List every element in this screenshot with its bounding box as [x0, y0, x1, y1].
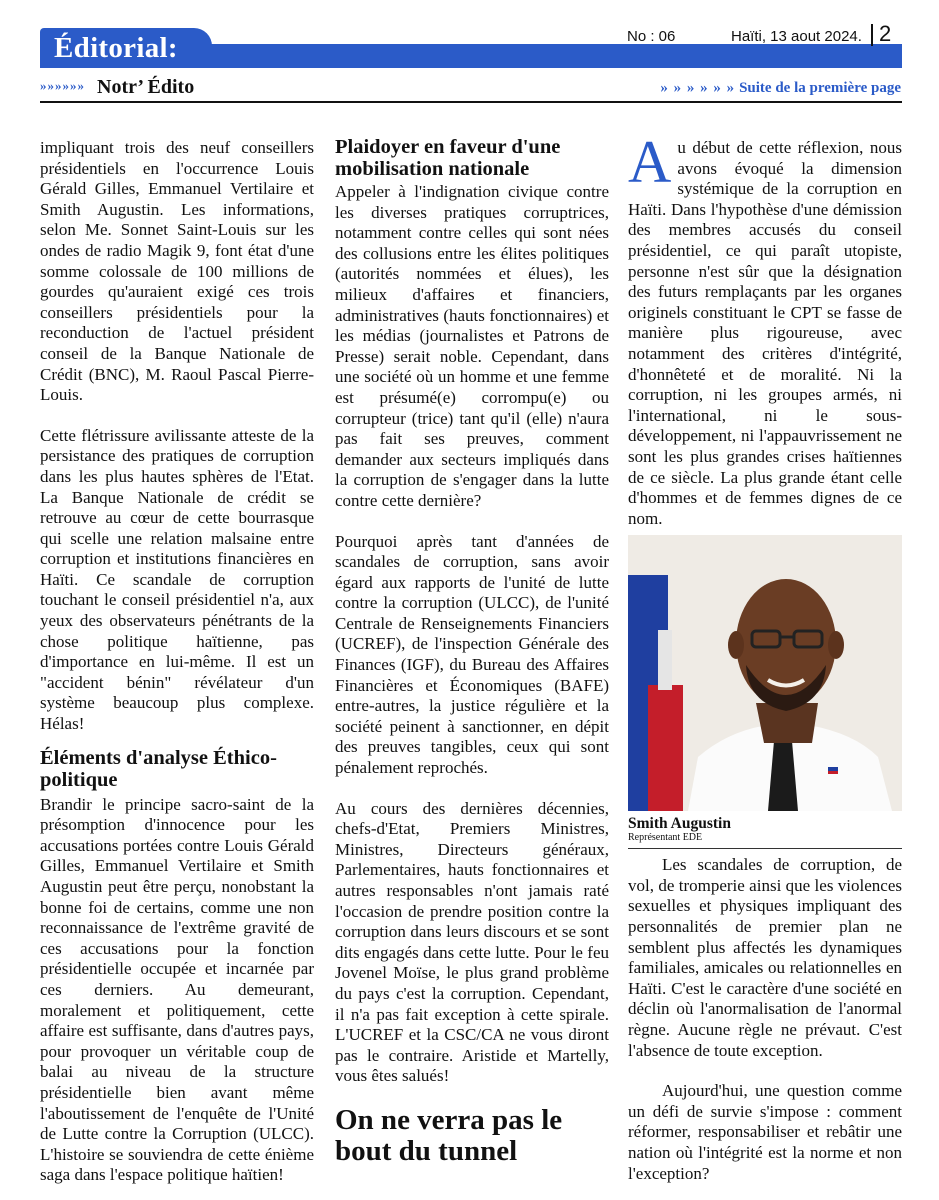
section-tab [40, 28, 212, 68]
paragraph: Appeler à l'indignation civique contre les diverses pratiques corruptrices, notamment contre celles qui sont nées des collusions entre les élites politiques (autorités nommées et élues), les milieux d'affaires et financiers, administratives (hauts fonctionnaires) et les médias (journalistes et Patrons de Presse) serait noble. Cependant, dans une société où un homme et une femme est présumé(e) corrompu(e) ou corrupteur (trice) tant qu'il (elle) n'aura pas fait ses preuves, comment demander aux secteurs impliqués dans la corruption de s'engager dans la lutte contre cette dernière? [335, 182, 609, 510]
portrait-illustration [628, 535, 902, 811]
paragraph: Brandir le principe sacro-saint de la présomption d'innocence pour les accusations portées contre Louis Gérald Gilles, Emmanuel Vertilaire et Smith Augustin peut être perçu, nonobstant la bonne foi de certains, comme une non reconnaissance de l'extrême gravité de ces accusations pour la fonction présidentielle occupée et incarnée par ces derniers. Au demeurant, moralement et politiquement, cette affaire est suffisante, dans d'autres pays, pour provoquer un véritable coup de balai au niveau de la structure présidentielle bien avant même l'aboutissement de l'enquête de l'Unité de Lutte contre la Corruption (ULCC). L'histoire se souviendra de cette énième saga dans l'espace politique haïtien! [40, 794, 314, 1185]
drop-cap: A [628, 129, 672, 195]
page-number-divider [871, 24, 873, 46]
paragraph: Cette flétrissure avilissante atteste de la persistance des pratiques de corruption dans les plus hautes sphères de l'Etat. La Banque Nationale de crédit se retrouve au cœur de cette bourrasque qui scelle une relation malsaine entre corruption et institutions financières en Haïti. Ce scandale de corruption touchant le conseil présidentiel n'a, aux yeux des observateurs pénétrants de la chose politique haïtienne, pas d'importance en lui-même. Il est un "accident bénin" révélateur d'un système beaucoup plus complexe. Hélas! [40, 425, 314, 734]
section-title: Éditorial: [54, 32, 178, 64]
column-name: Notr’ Édito [97, 76, 195, 98]
page-number: 2 [879, 21, 892, 46]
paragraph: Aujourd'hui, une question comme un défi de survie s'impose : comment réformer, responsabiliser et rebâtir une nation où l'intégrité est la norme et non l'exception? [628, 1081, 902, 1183]
column-2 [335, 136, 609, 1171]
continued-text: Suite de la première page [739, 80, 901, 96]
section-heading: Éléments d'analyse Éthico-politique [40, 746, 277, 791]
photo-caption [628, 815, 902, 849]
paragraph: Les scandales de corruption, de vol, de tromperie ainsi que les violences sexuelles et physiques impliquant des personnalités de premier plan ne semblent plus affectés les dynamiques familiales, amicales ou relationnelles en Haïti. C'est le caractère d'une société en déclin où l'anormalisation de l'anormal règne. Aucune règle ne prévaut. C'est l'absence de toute exception. [628, 855, 902, 1060]
section-heading: Plaidoyer en faveur d'une mobilisation nationale [335, 136, 561, 180]
paragraph-text: u début de cette réflexion, nous avons évoqué la dimension systémique de la corruption en Haïti. Dans l'hypothèse d'une démission des membres accusés du conseil présidentiel, ce qui paraît utopiste, personne n'est sûr que la désignation des futurs remplaçants par les organes originels constituant le CPT se fasse de manière plus rigoureuse, avec notamment des critères d'intégrité, d'honnêteté et de moralité. Ni la corruption, ni les groupes armés, ni l'international, ni le sous-développement, ni l'appauvrissement ne sont les plus grandes crises haïtiennes de ce siècle. La plus grande étant celle d'hommes et de femmes dignes de ce nom. [628, 138, 902, 528]
portrait-photo [628, 535, 902, 811]
paragraph: Pourquoi après tant d'années de scandales de corruption, sans avoir égard aux rapports de l'unité de lutte contre la corruption (ULCC), de l'unité Centrale de Renseignements Financiers (UCREF), de l'inspection Générale des Finances (IGF), du Bureau des Affaires Financières et Économiques (BAFE) entre-autres, la justice régulière et la société peinent à sanctionner, en dépit des preuves tangibles, ceux qui sont pénalement reprochés. [335, 531, 609, 778]
caption-role: Représentant EDE [628, 832, 703, 844]
issue-date: Haïti, 13 aout 2024. [731, 28, 862, 45]
column-heading [40, 76, 194, 99]
left-arrows: »»»»»» [40, 78, 85, 93]
header-rule [40, 101, 902, 103]
caption-name: Smith Augustin [628, 815, 731, 833]
section-heading-large: On ne verra pas le bout du tunnel [335, 1103, 563, 1167]
right-arrows: » » » » » » [660, 80, 736, 96]
continued-note [660, 80, 901, 97]
paragraph: impliquant trois des neuf conseillers présidentiels en l'occurrence Louis Gérald Gilles, Emmanuel Vertilaire et Smith Augustin. Les informations, selon Me. Sonnet Saint-Louis sur les ondes de radio Magik 9, font état d'une somme colossale de 100 millions de gourdes qu'auraient exigé ces trois conseillers présidentiels pour la reconduction de l'actuel président conseil de la Banque Nationale de Crédit (BNC), M. Raoul Pascal Pierre-Louis. [40, 138, 314, 405]
column-1 [40, 138, 314, 1186]
issue-number: No : 06 [627, 28, 676, 45]
paragraph: Au cours des dernières décennies, chefs-d'Etat, Premiers Ministres, Ministres, Directeurs généraux, Parlementaires, hauts fonctionnaires et autres responsables n'ont jamais raté l'occasion de prendre position contre la corruption dans leurs discours et se sont dits engagés dans cette lutte. Pour le feu Jovenel Moïse, le plus grand problème du pays c'est la corruption. Cependant, il n'a pas fait exception à cette spirale. L'UCREF et la CSC/CA ne vous diront pas le contraire. Aristide et Martelly, vous êtes salués! [335, 798, 609, 1086]
column-3 [628, 129, 902, 1184]
paragraph [628, 129, 902, 529]
caption-rule [628, 848, 902, 849]
